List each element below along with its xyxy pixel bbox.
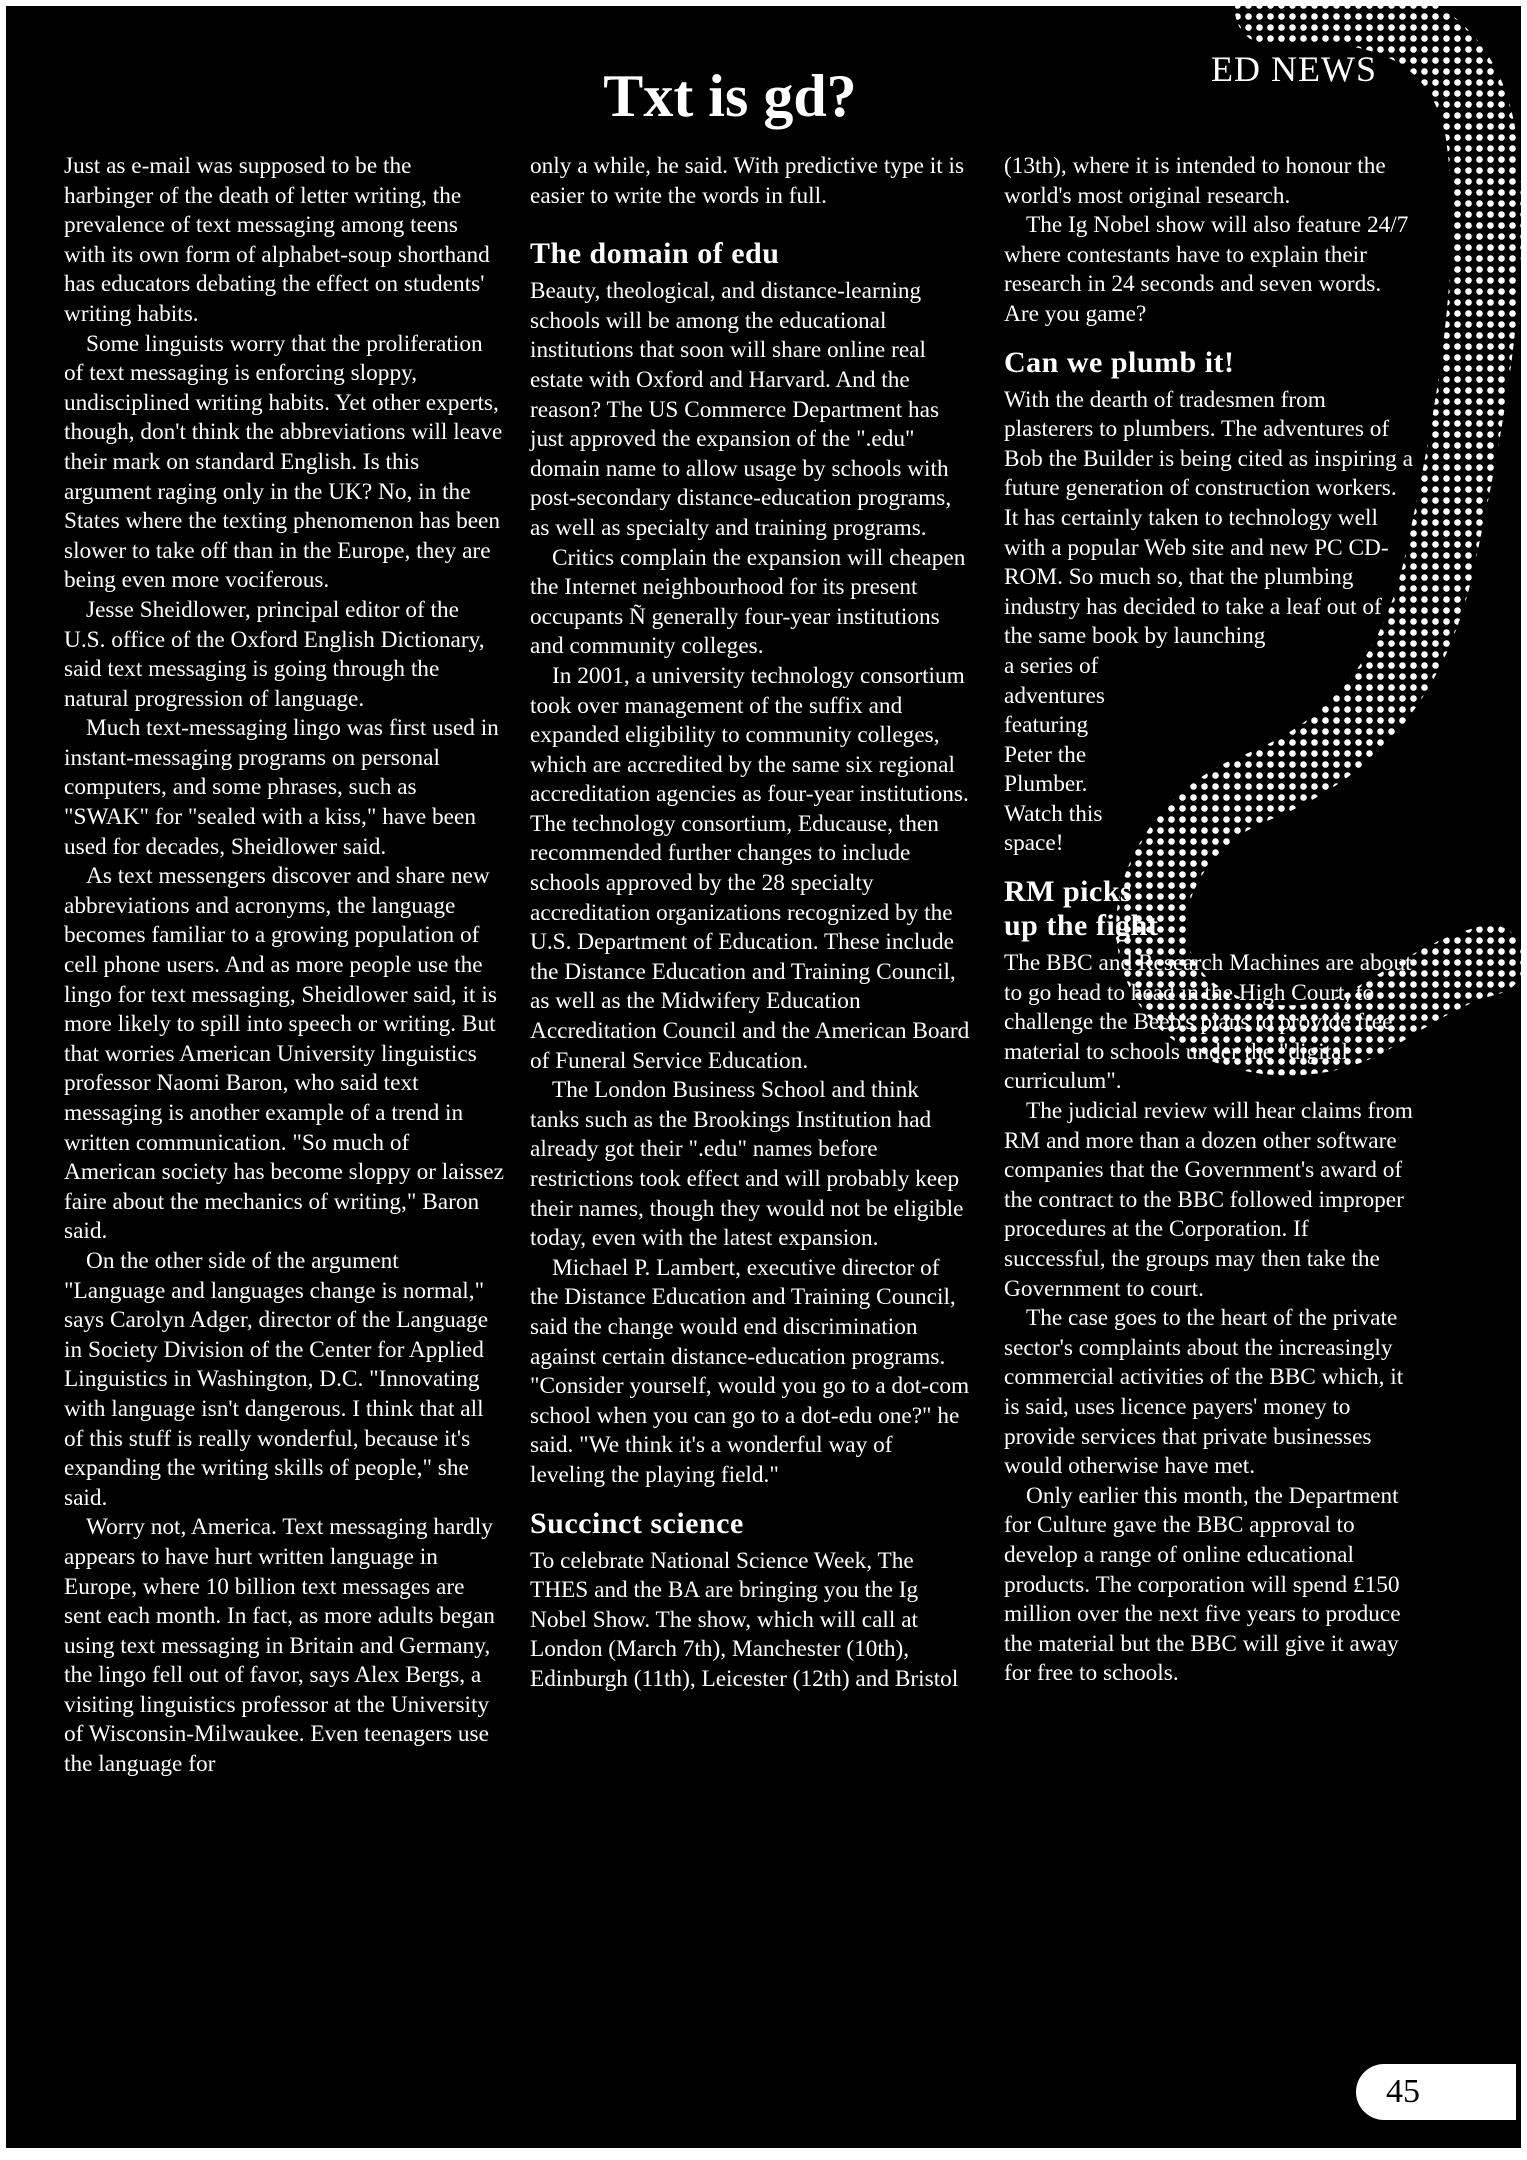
paragraph: (13th), where it is intended to honour the world's most original research. [1004, 153, 1386, 209]
subheading-plumb-it: Can we plumb it! [1004, 345, 1235, 379]
page-title: Txt is gd? [603, 63, 857, 129]
paragraph: Just as e-mail was supposed to be the harbinger of the death of letter writing, the prevalence of text messaging among teens with its own form of alphabet-soup shorthand has educators debating the effect on students' writing habits. [64, 153, 490, 327]
page-number: 45 [1356, 2064, 1516, 2120]
paragraph: The Ig Nobel show will also feature 24/7 where contestants have to explain their research in 24 seconds and seven words. Are you game? [1004, 212, 1409, 327]
column-2 [530, 152, 970, 1695]
paragraph: To celebrate National Science Week, The THES and the BA are bringing you the Ig Nobel Show. The show, which will call at London (March 7th), Manchester (10th), Edinburgh (11th), Leicester (12th) and Bristol [530, 1547, 959, 1692]
paragraph: On the other side of the argument "Language and languages change is normal," says Carolyn Adger, director of the Language in Society Division of the Center for Applied Linguistics in Washington, D.C. "Innovating with language isn't dangerous. I think that all of this stuff is really wonderful, because it's expanding the writing skills of people," she said. [64, 1247, 489, 1511]
paragraph: The case goes to the heart of the private sector's complaints about the increasingly commercial activities of the BBC which, it is said, uses licence payers' money to provide services that private businesses would otherwise have met. [1004, 1305, 1404, 1480]
column-1 [64, 152, 504, 1780]
paragraph: In 2001, a university technology consortium took over management of the suffix and expanded eligibility to community colleges, which are accredited by the same six regional accreditation agencies as four-year institutions. The technology consortium, Educause, then recommended further changes to include schools approved by the 28 specialty accreditation organizations recognized by the U.S. Department of Education. These include the Distance Education and Training Council, as well as the Midwifery Education Accreditation Council and the American Board of Funeral Service Education. [530, 662, 970, 1074]
paragraph: The judicial review will hear claims from RM and more than a dozen other software companies that the Government's award of the contract to the BBC followed improper procedures at the Corporation. If successful, the groups may then take the Government to court. [1004, 1098, 1413, 1302]
subheading-succinct-science: Succinct science [530, 1506, 744, 1540]
paragraph: a series of adventures featuring Peter the Plumber. Watch this space! [1004, 652, 1105, 857]
paragraph: Much text-messaging lingo was first used in instant-messaging programs on personal computers, and some phrases, such as "SWAK" for "sealed with a kiss," have been used for decades, Sheidlower said. [64, 715, 499, 860]
section-label: ED NEWS [1211, 49, 1377, 89]
paragraph: Michael P. Lambert, executive director of the Distance Education and Training Council, said the change would end discrimination against certain distance-education programs. "Consider yourself, would you go to a dot-com school when you can go to a dot-edu one?" he said. "We think it's a wonderful way of leveling the playing field." [530, 1254, 970, 1488]
paragraph: The London Business School and think tanks such as the Brookings Institution had already got their ".edu" names before restrictions took effect and will probably keep their names, though they would not be eligible today, even with the latest expansion. [530, 1077, 964, 1252]
paragraph: The BBC and Research Machines are about to go head to head in the High Court, to challenge the Beeb's plans to provide free material to schools under the "digital curriculum". [1004, 950, 1412, 1095]
paragraph: Some linguists worry that the proliferation of text messaging is enforcing sloppy, undisciplined writing habits. Yet other experts, though, don't think the abbreviations will leave their mark on standard English. Is this argument raging only in the UK? No, in the States where the texting phenomenon has been slower to take off than in the Europe, they are being even more vociferous. [64, 330, 503, 594]
paragraph: Jesse Sheidlower, principal editor of the U.S. office of the Oxford English Dictionary, said text messaging is going through the natural progression of language. [64, 596, 485, 712]
paragraph: Beauty, theological, and distance-learning schools will be among the educational institutions that soon will share online real estate with Oxford and Harvard. And the reason? The US Commerce Department has just approved the expansion of the ".edu" domain name to allow usage by schools with post-secondary distance-education programs, as well as specialty and training programs. [530, 278, 952, 541]
paragraph: With the dearth of tradesmen from plasterers to plumbers. The adventures of Bob the Builder is being cited as inspiring a future generation of construction workers. It has certainly taken to technology well with a popular Web site and new PC CD-ROM. So much so, that the plumbing industry has decided to take a leaf out of the same book by launching [1004, 386, 1413, 650]
subheading-rm-picks-up-the-fight: RM picks up the fight [1004, 875, 1159, 943]
paragraph: Worry not, America. Text messaging hardly appears to have hurt written language in Europe, where 10 billion text messages are sent each month. In fact, as more adults began using text messaging in Britain and Germany, the lingo fell out of favor, says Alex Bergs, a visiting linguistics professor at the University of Wisconsin-Milwaukee. Even teenagers use the language for [64, 1514, 495, 1778]
subheading-domain-of-edu: The domain of edu [530, 237, 780, 271]
paragraph: As text messengers discover and share new abbreviations and acronyms, the language becomes familiar to a growing population of cell phone users. And as more people use the lingo for text messaging, Sheidlower said, it is more likely to spill into speech or writing. But that worries American University linguistics professor Naomi Baron, who said text messaging is another example of a trend in written communication. "So much of American society has become sloppy or laissez faire about the mechanics of writing," Baron said. [64, 863, 504, 1245]
column-3 [1004, 152, 1416, 1689]
paragraph: Critics complain the expansion will cheapen the Internet neighbourhood for its present occupants Ñ generally four-year institutions and community colleges. [530, 544, 966, 660]
paragraph: only a while, he said. With predictive type it is easier to write the words in full. [530, 153, 965, 209]
paragraph: Only earlier this month, the Department for Culture gave the BBC approval to develop a range of online educational products. The corporation will spend £150 million over the next five years to produce the material but the BBC will give it away for free to schools. [1004, 1482, 1401, 1687]
